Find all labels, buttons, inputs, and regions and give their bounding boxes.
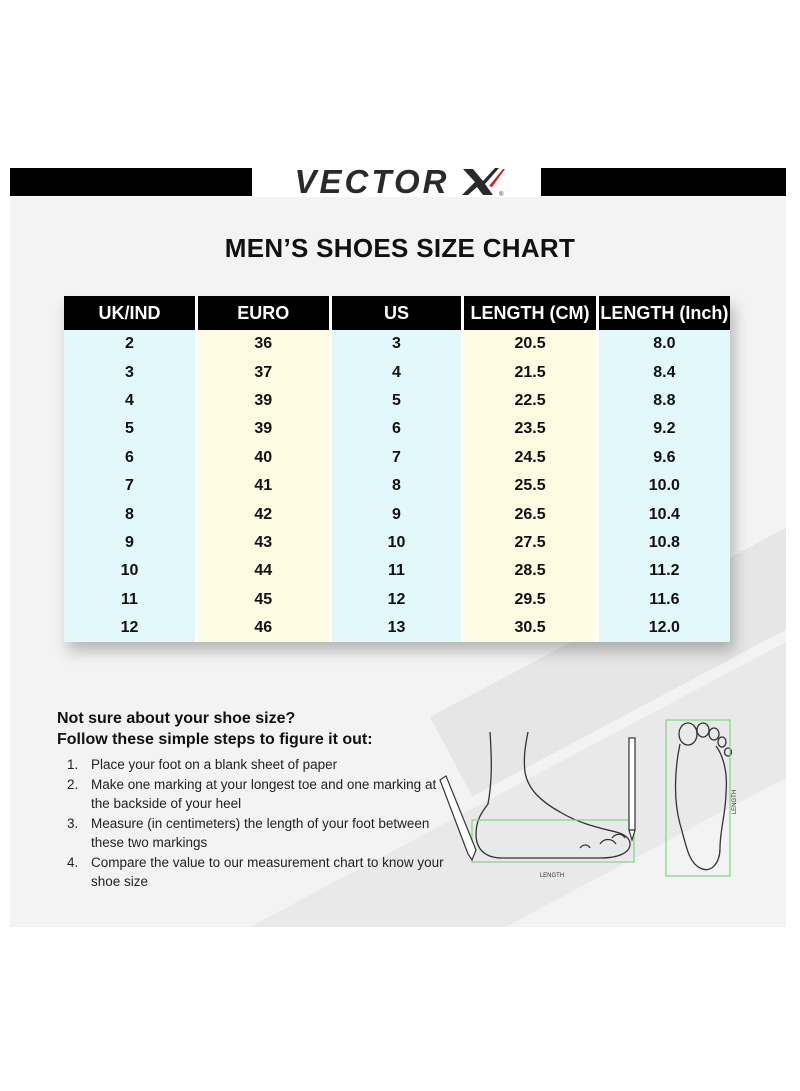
table-row bbox=[64, 500, 730, 528]
table-row bbox=[64, 444, 730, 472]
length-label-side: LENGTH bbox=[539, 873, 565, 879]
cell-us: 8 bbox=[329, 472, 462, 500]
table-row bbox=[64, 358, 730, 386]
cell-uk: 7 bbox=[64, 472, 195, 500]
brand-logo bbox=[276, 162, 524, 202]
step-number: 4. bbox=[67, 854, 79, 870]
cell-inch: 10.0 bbox=[596, 472, 730, 500]
cell-euro: 40 bbox=[195, 444, 329, 472]
step-item bbox=[57, 814, 457, 853]
cell-cm: 24.5 bbox=[461, 444, 595, 472]
cell-inch: 8.4 bbox=[596, 358, 730, 386]
cell-inch: 11.6 bbox=[596, 586, 730, 614]
step-number: 1. bbox=[67, 757, 79, 772]
pencil-icon bbox=[629, 738, 635, 840]
cell-cm: 29.5 bbox=[461, 586, 595, 614]
cell-cm: 28.5 bbox=[461, 557, 595, 585]
step-number: 2. bbox=[67, 776, 79, 792]
cell-inch: 10.8 bbox=[596, 529, 730, 557]
table-row bbox=[64, 472, 730, 500]
cell-cm: 20.5 bbox=[461, 330, 595, 358]
table-row bbox=[64, 586, 730, 614]
brand-name: VECTOR bbox=[294, 163, 450, 200]
side-foot-icon bbox=[476, 732, 630, 858]
length-label-sole: LENGTH bbox=[732, 789, 738, 815]
cell-uk: 6 bbox=[64, 444, 195, 472]
cell-inch: 8.8 bbox=[596, 387, 730, 415]
cell-uk: 4 bbox=[64, 387, 195, 415]
pencil-icon bbox=[440, 776, 476, 860]
cell-uk: 11 bbox=[64, 586, 195, 614]
step-text: Place your foot on a blank sheet of paper bbox=[91, 757, 338, 772]
step-text: Make one marking at your longest toe and one marking at the backside of your heel bbox=[91, 776, 437, 811]
cell-uk: 12 bbox=[64, 614, 195, 642]
cell-uk: 8 bbox=[64, 500, 195, 528]
header-us: US bbox=[329, 296, 462, 330]
header-euro: EURO bbox=[195, 296, 329, 330]
header-bar-right bbox=[541, 168, 786, 196]
cell-us: 7 bbox=[329, 444, 462, 472]
cell-inch: 9.2 bbox=[596, 415, 730, 443]
cell-inch: 8.0 bbox=[596, 330, 730, 358]
cell-inch: 12.0 bbox=[596, 614, 730, 642]
cell-cm: 27.5 bbox=[461, 529, 595, 557]
cell-us: 3 bbox=[329, 330, 462, 358]
cell-us: 5 bbox=[329, 387, 462, 415]
table-row bbox=[64, 387, 730, 415]
cell-euro: 39 bbox=[195, 415, 329, 443]
foot-measuring-icon bbox=[430, 712, 770, 892]
cell-euro: 41 bbox=[195, 472, 329, 500]
header-length-cm: LENGTH (CM) bbox=[461, 296, 595, 330]
table-row bbox=[64, 529, 730, 557]
cell-cm: 26.5 bbox=[461, 500, 595, 528]
cell-cm: 22.5 bbox=[461, 387, 595, 415]
step-number: 3. bbox=[67, 815, 79, 831]
cell-uk: 10 bbox=[64, 557, 195, 585]
step-text: Measure (in centimeters) the length of your foot between these two markings bbox=[91, 815, 430, 850]
header-bar-left bbox=[10, 168, 252, 196]
cell-uk: 2 bbox=[64, 330, 195, 358]
cell-euro: 39 bbox=[195, 387, 329, 415]
cell-us: 11 bbox=[329, 557, 462, 585]
header-uk-ind: UK/IND bbox=[64, 296, 195, 330]
brand-registered: ® bbox=[499, 192, 504, 198]
chart-title: MEN’S SHOES SIZE CHART bbox=[224, 233, 576, 263]
cell-euro: 43 bbox=[195, 529, 329, 557]
step-item bbox=[57, 853, 457, 892]
paper-outline bbox=[472, 820, 634, 862]
cell-cm: 23.5 bbox=[461, 415, 595, 443]
cell-uk: 9 bbox=[64, 529, 195, 557]
brand-x-mark-icon bbox=[459, 166, 505, 198]
cell-euro: 36 bbox=[195, 330, 329, 358]
cell-cm: 21.5 bbox=[461, 358, 595, 386]
cell-us: 6 bbox=[329, 415, 462, 443]
size-chart-table bbox=[64, 296, 730, 642]
cell-inch: 9.6 bbox=[596, 444, 730, 472]
table-row bbox=[64, 415, 730, 443]
table-header-row bbox=[64, 296, 730, 330]
cell-euro: 44 bbox=[195, 557, 329, 585]
cell-euro: 45 bbox=[195, 586, 329, 614]
cell-us: 4 bbox=[329, 358, 462, 386]
cell-us: 13 bbox=[329, 614, 462, 642]
cell-uk: 5 bbox=[64, 415, 195, 443]
cell-us: 9 bbox=[329, 500, 462, 528]
cell-inch: 11.2 bbox=[596, 557, 730, 585]
cell-inch: 10.4 bbox=[596, 500, 730, 528]
table-row bbox=[64, 557, 730, 585]
instructions-heading-2: Follow these simple steps to figure it out: bbox=[57, 731, 373, 748]
cell-us: 10 bbox=[329, 529, 462, 557]
step-item bbox=[57, 755, 457, 775]
cell-cm: 25.5 bbox=[461, 472, 595, 500]
table-row bbox=[64, 614, 730, 642]
cell-us: 12 bbox=[329, 586, 462, 614]
cell-euro: 37 bbox=[195, 358, 329, 386]
step-item bbox=[57, 775, 457, 814]
steps-list bbox=[57, 755, 457, 892]
table-row bbox=[64, 330, 730, 358]
instructions bbox=[57, 708, 457, 892]
step-text: Compare the value to our measurement chart to know your shoe size bbox=[91, 854, 444, 889]
cell-euro: 46 bbox=[195, 614, 329, 642]
instructions-heading-1: Not sure about your shoe size? bbox=[57, 710, 296, 727]
cell-euro: 42 bbox=[195, 500, 329, 528]
cell-cm: 30.5 bbox=[461, 614, 595, 642]
cell-uk: 3 bbox=[64, 358, 195, 386]
foot-sole-icon bbox=[676, 723, 732, 870]
header-length-inch: LENGTH (Inch) bbox=[596, 296, 730, 330]
